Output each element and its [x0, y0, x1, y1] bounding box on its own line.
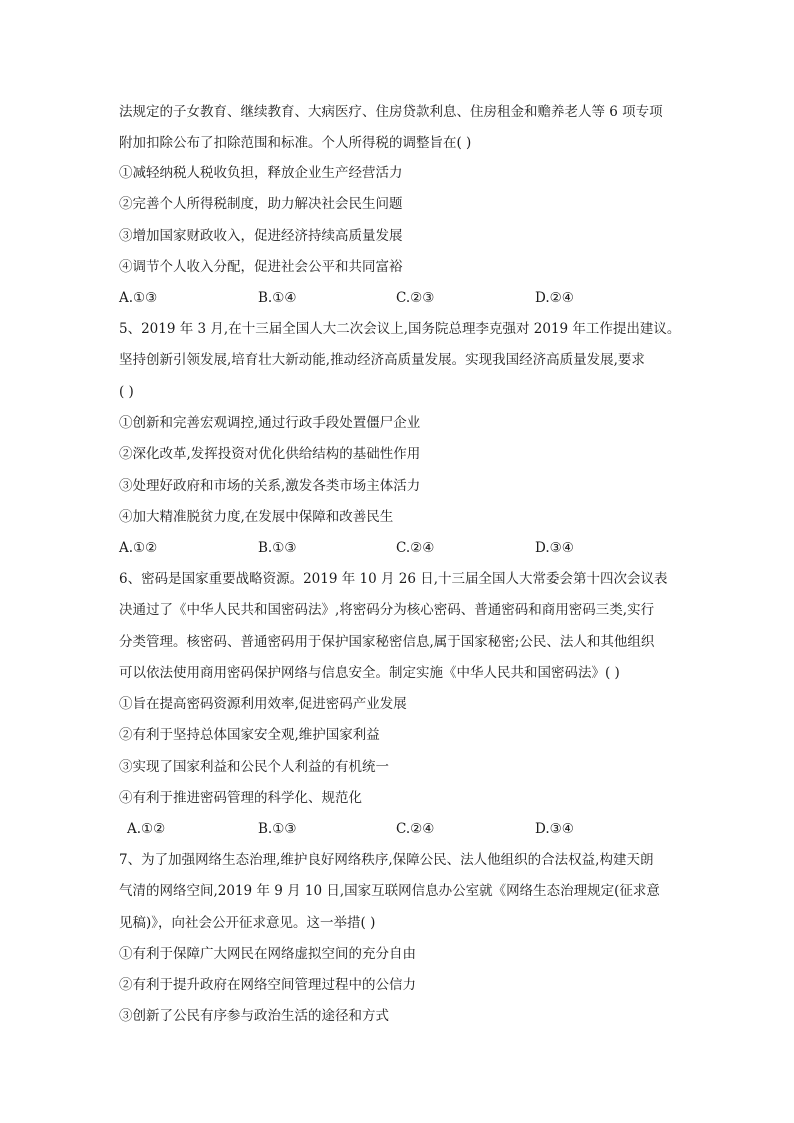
q6-option-a: A.①②	[127, 821, 166, 837]
q7-item-3: ③创新了公民有序参与政治生活的途径和方式	[119, 1008, 389, 1024]
q6-stem-line-3: 分类管理。核密码、普通密码用于保护国家秘密信息,属于国家秘密;公民、法人和其他组织	[119, 634, 655, 650]
q4-option-c: C.②③	[396, 290, 435, 306]
q5-item-2: ②深化改革,发挥投资对优化供给结构的基础性作用	[119, 446, 421, 462]
q6-option-b: B.①③	[258, 821, 297, 837]
q6-option-d: D.③④	[535, 821, 574, 837]
q7-stem-line-2: 气清的网络空间,2019 年 9 月 10 日,国家互联网信息办公室就《网络生态治理规定(征求意	[119, 883, 660, 899]
q6-stem-line-2: 决通过了《中华人民共和国密码法》,将密码分为核心密码、普通密码和商用密码三类,实行	[119, 602, 655, 618]
q4-option-b: B.①④	[258, 290, 297, 306]
q7-stem-line-1: 7、为了加强网络生态治理,维护良好网络秩序,保障公民、法人他组织的合法权益,构建天朗	[119, 852, 654, 868]
q6-option-c: C.②④	[396, 821, 435, 837]
q6-item-1: ①旨在提高密码资源利用效率,促进密码产业发展	[119, 696, 407, 712]
q5-item-1: ①创新和完善宏观调控,通过行政手段处置僵尸企业	[119, 415, 421, 431]
q4-option-d: D.②④	[535, 290, 574, 306]
q5-stem-line-1: 5、2019 年 3 月,在十三届全国人大二次会议上,国务院总理李克强对 2019 年工作提出建议。	[119, 321, 681, 337]
q5-option-d: D.③④	[535, 540, 574, 556]
q5-item-3: ③处理好政府和市场的关系,激发各类市场主体活力	[119, 478, 421, 494]
q5-item-4: ④加大精准脱贫力度,在发展中保障和改善民生	[119, 509, 394, 525]
q4-item-3: ③增加国家财政收入，促进经济持续高质量发展	[119, 228, 403, 244]
q4-stem-line-1: 法规定的子女教育、继续教育、大病医疗、住房贷款利息、住房租金和赡养老人等 6 项专项	[119, 104, 663, 120]
q5-stem-line-3: ( )	[119, 384, 134, 400]
q4-item-1: ①减轻纳税人税收负担，释放企业生产经营活力	[119, 165, 403, 181]
q4-stem-line-2: 附加扣除公布了扣除范围和标准。个人所得税的调整旨在( )	[119, 135, 472, 151]
q5-stem-line-2: 坚持创新引领发展,培育壮大新动能,推动经济高质量发展。实现我国经济高质量发展,要求	[119, 352, 645, 368]
q5-option-c: C.②④	[396, 540, 435, 556]
q6-item-4: ④有利于推进密码管理的科学化、规范化	[119, 790, 362, 806]
q4-item-4: ④调节个人收入分配，促进社会公平和共同富裕	[119, 259, 403, 275]
q5-option-b: B.①③	[258, 540, 297, 556]
q5-option-a: A.①②	[119, 540, 158, 556]
q4-option-a: A.①③	[119, 290, 158, 306]
q4-item-2: ②完善个人所得税制度，助力解决社会民生问题	[119, 196, 403, 212]
q7-item-1: ①有利于保障广大网民在网络虚拟空间的充分自由	[119, 946, 416, 962]
q6-stem-line-4: 可以依法使用商用密码保护网络与信息安全。制定实施《中华人民共和国密码法》( )	[119, 665, 620, 681]
q6-item-2: ②有利于坚持总体国家安全观,维护国家利益	[119, 727, 380, 743]
q7-stem-line-3: 见稿)》，向社会公开征求意见。这一举措( )	[119, 915, 376, 931]
q6-stem-line-1: 6、密码是国家重要战略资源。2019 年 10 月 26 日,十三届全国人大常委会第十四次会议表	[119, 571, 668, 587]
q7-item-2: ②有利于提升政府在网络空间管理过程中的公信力	[119, 977, 416, 993]
q6-item-3: ③实现了国家利益和公民个人利益的有机统一	[119, 759, 389, 775]
